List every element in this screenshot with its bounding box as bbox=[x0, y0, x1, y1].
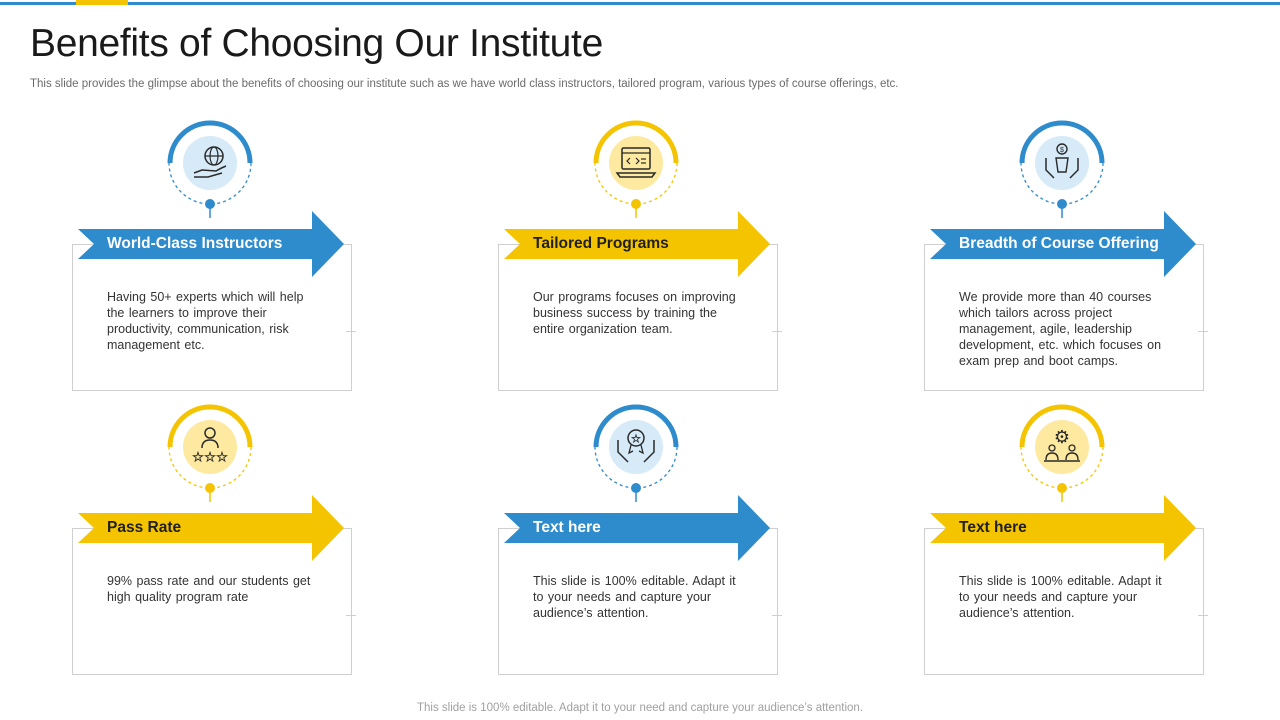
card-heading: World-Class Instructors bbox=[107, 235, 283, 252]
svg-text:⚙: ⚙ bbox=[1053, 427, 1071, 448]
svg-text:★: ★ bbox=[204, 450, 216, 464]
benefit-card-world-class-instructors bbox=[70, 120, 370, 400]
svg-text:★: ★ bbox=[192, 450, 204, 464]
user-rating-icon bbox=[164, 402, 256, 504]
card-heading: Tailored Programs bbox=[533, 235, 669, 252]
benefit-card-text-here-2 bbox=[922, 404, 1222, 684]
card-tick bbox=[346, 615, 356, 616]
globe-hand-icon bbox=[164, 118, 256, 220]
card-description: This slide is 100% editable. Adapt it to your needs and capture your audience’s attention. bbox=[959, 574, 1162, 620]
page-title: Benefits of Choosing Our Institute bbox=[30, 22, 603, 65]
card-heading: Text here bbox=[533, 519, 601, 536]
card-tick bbox=[772, 331, 782, 332]
laptop-code-icon bbox=[590, 118, 682, 220]
card-heading: Text here bbox=[959, 519, 1027, 536]
footer-note: This slide is 100% editable. Adapt it to your need and capture your audience’s attention. bbox=[416, 702, 864, 714]
hands-award-icon bbox=[590, 402, 682, 504]
benefit-card-breadth-of-course-offering bbox=[922, 120, 1222, 400]
svg-text:★: ★ bbox=[631, 434, 641, 445]
card-description: 99% pass rate and our students get high quality program rate bbox=[107, 574, 311, 604]
team-gear-icon bbox=[1016, 402, 1108, 504]
svg-text:★: ★ bbox=[216, 450, 228, 464]
card-description: Having 50+ experts which will help the learners to improve their productivity, communication, risk management etc. bbox=[107, 290, 304, 352]
card-heading: Pass Rate bbox=[107, 519, 182, 536]
card-description: This slide is 100% editable. Adapt it to your needs and capture your audience’s attention. bbox=[533, 574, 736, 620]
top-accent-bar bbox=[76, 0, 128, 5]
card-description: Our programs focuses on improving business success by training the entire organization team. bbox=[533, 290, 736, 336]
top-rule bbox=[0, 2, 1280, 5]
svg-text:$: $ bbox=[1060, 147, 1064, 154]
benefit-card-text-here-1 bbox=[496, 404, 796, 684]
card-tick bbox=[1198, 615, 1208, 616]
card-tick bbox=[1198, 331, 1208, 332]
card-tick bbox=[772, 615, 782, 616]
benefit-card-pass-rate bbox=[70, 404, 370, 684]
card-description: We provide more than 40 courses which tailors across project management, agile, leadership development, etc. which focuses on exam prep and boot camps. bbox=[959, 290, 1162, 368]
card-tick bbox=[346, 331, 356, 332]
page-subtitle: This slide provides the glimpse about the benefits of choosing our institute such as we have world class instructors, tailored program, various types of course offerings, etc. bbox=[30, 78, 899, 90]
card-heading: Breadth of Course Offering bbox=[959, 235, 1159, 252]
hands-coin-icon bbox=[1016, 118, 1108, 220]
benefit-card-tailored-programs bbox=[496, 120, 796, 400]
